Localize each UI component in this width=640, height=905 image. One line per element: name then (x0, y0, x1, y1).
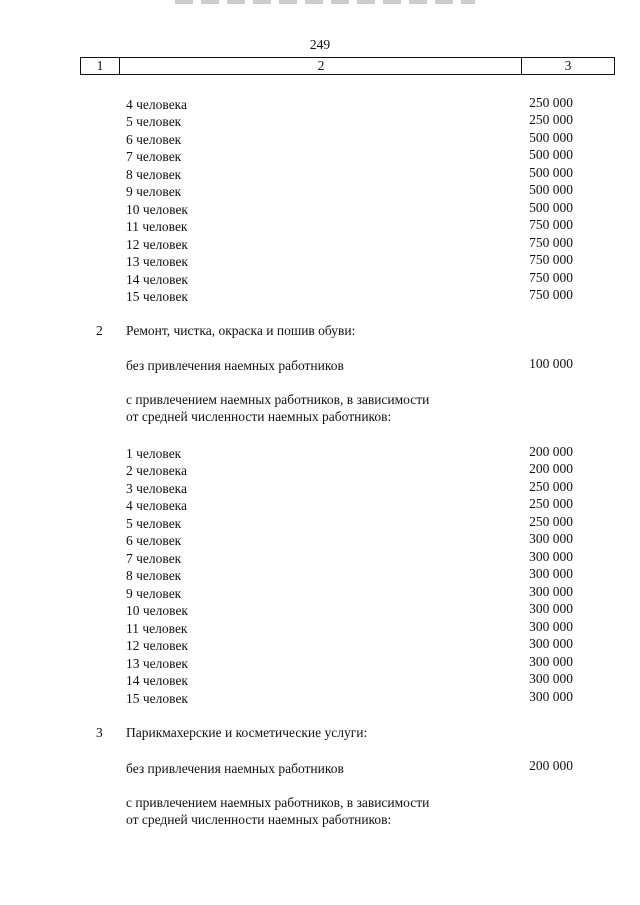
list-item-value: 500 000 (529, 200, 573, 215)
list-item-value: 250 000 (529, 514, 573, 529)
list-item-text: 11 человек (126, 621, 188, 636)
list-item-text: 5 человек (126, 114, 182, 129)
list-item-value: 500 000 (529, 147, 573, 162)
list-item-text: 9 человек (126, 184, 182, 199)
without-hired-value: 200 000 (529, 758, 573, 773)
list-item-value: 300 000 (529, 531, 573, 546)
list-item-text: 9 человек (126, 586, 182, 601)
list-item-text: 4 человека (126, 97, 188, 112)
list-item-text: 12 человек (126, 237, 188, 252)
list-item-value: 300 000 (529, 636, 573, 651)
with-hired-text: с привлечением наемных работников, в зависимости (126, 795, 430, 810)
list-item-text: 1 человек (126, 446, 182, 461)
list-item-value: 300 000 (529, 619, 573, 634)
list-item-value: 250 000 (529, 496, 573, 511)
list-item-value: 300 000 (529, 689, 573, 704)
list-item-value: 300 000 (529, 584, 573, 599)
header-col-1: 1 (81, 58, 120, 74)
list-item-value: 500 000 (529, 165, 573, 180)
list-item-value: 250 000 (529, 95, 573, 110)
list-item-value: 300 000 (529, 601, 573, 616)
list-item-text: 12 человек (126, 638, 188, 653)
without-hired-text: без привлечения наемных работников (126, 358, 344, 373)
section-number: 2 (96, 323, 103, 338)
list-item-text: 14 человек (126, 272, 188, 287)
list-item-text: 6 человек (126, 132, 182, 147)
list-item-text: 5 человек (126, 516, 182, 531)
list-item-text: 15 человек (126, 691, 188, 706)
list-item-text: 7 человек (126, 551, 182, 566)
section-number: 3 (96, 725, 103, 740)
list-item-value: 500 000 (529, 130, 573, 145)
with-hired-text: от средней численности наемных работников: (126, 409, 392, 424)
page-number: 249 (309, 37, 331, 52)
list-item-text: 14 человек (126, 673, 188, 688)
table-header-row (80, 57, 615, 75)
list-item-value: 750 000 (529, 287, 573, 302)
header-col-2: 2 (121, 58, 522, 74)
list-item-value: 200 000 (529, 461, 573, 476)
list-item-text: 11 человек (126, 219, 188, 234)
scan-artifact (175, 0, 475, 4)
without-hired-text: без привлечения наемных работников (126, 761, 344, 776)
list-item-text: 10 человек (126, 202, 188, 217)
list-item-value: 300 000 (529, 671, 573, 686)
list-item-value: 200 000 (529, 444, 573, 459)
list-item-text: 3 человека (126, 481, 188, 496)
list-item-value: 300 000 (529, 549, 573, 564)
section-title: Парикмахерские и косметические услуги: (126, 725, 368, 740)
with-hired-text: от средней численности наемных работников: (126, 812, 392, 827)
list-item-text: 6 человек (126, 533, 182, 548)
list-item-value: 750 000 (529, 270, 573, 285)
list-item-text: 4 человека (126, 498, 188, 513)
header-col-3: 3 (564, 58, 572, 73)
list-item-value: 750 000 (529, 252, 573, 267)
list-item-text: 15 человек (126, 289, 188, 304)
list-item-value: 250 000 (529, 479, 573, 494)
list-item-text: 7 человек (126, 149, 182, 164)
list-item-value: 250 000 (529, 112, 573, 127)
list-item-text: 8 человек (126, 167, 182, 182)
list-item-text: 13 человек (126, 656, 188, 671)
list-item-value: 300 000 (529, 654, 573, 669)
list-item-text: 10 человек (126, 603, 188, 618)
section-title: Ремонт, чистка, окраска и пошив обуви: (126, 323, 356, 338)
list-item-value: 500 000 (529, 182, 573, 197)
with-hired-text: с привлечением наемных работников, в зависимости (126, 392, 430, 407)
list-item-text: 2 человека (126, 463, 188, 478)
without-hired-value: 100 000 (529, 356, 573, 371)
list-item-value: 300 000 (529, 566, 573, 581)
list-item-text: 8 человек (126, 568, 182, 583)
list-item-text: 13 человек (126, 254, 188, 269)
list-item-value: 750 000 (529, 235, 573, 250)
list-item-value: 750 000 (529, 217, 573, 232)
